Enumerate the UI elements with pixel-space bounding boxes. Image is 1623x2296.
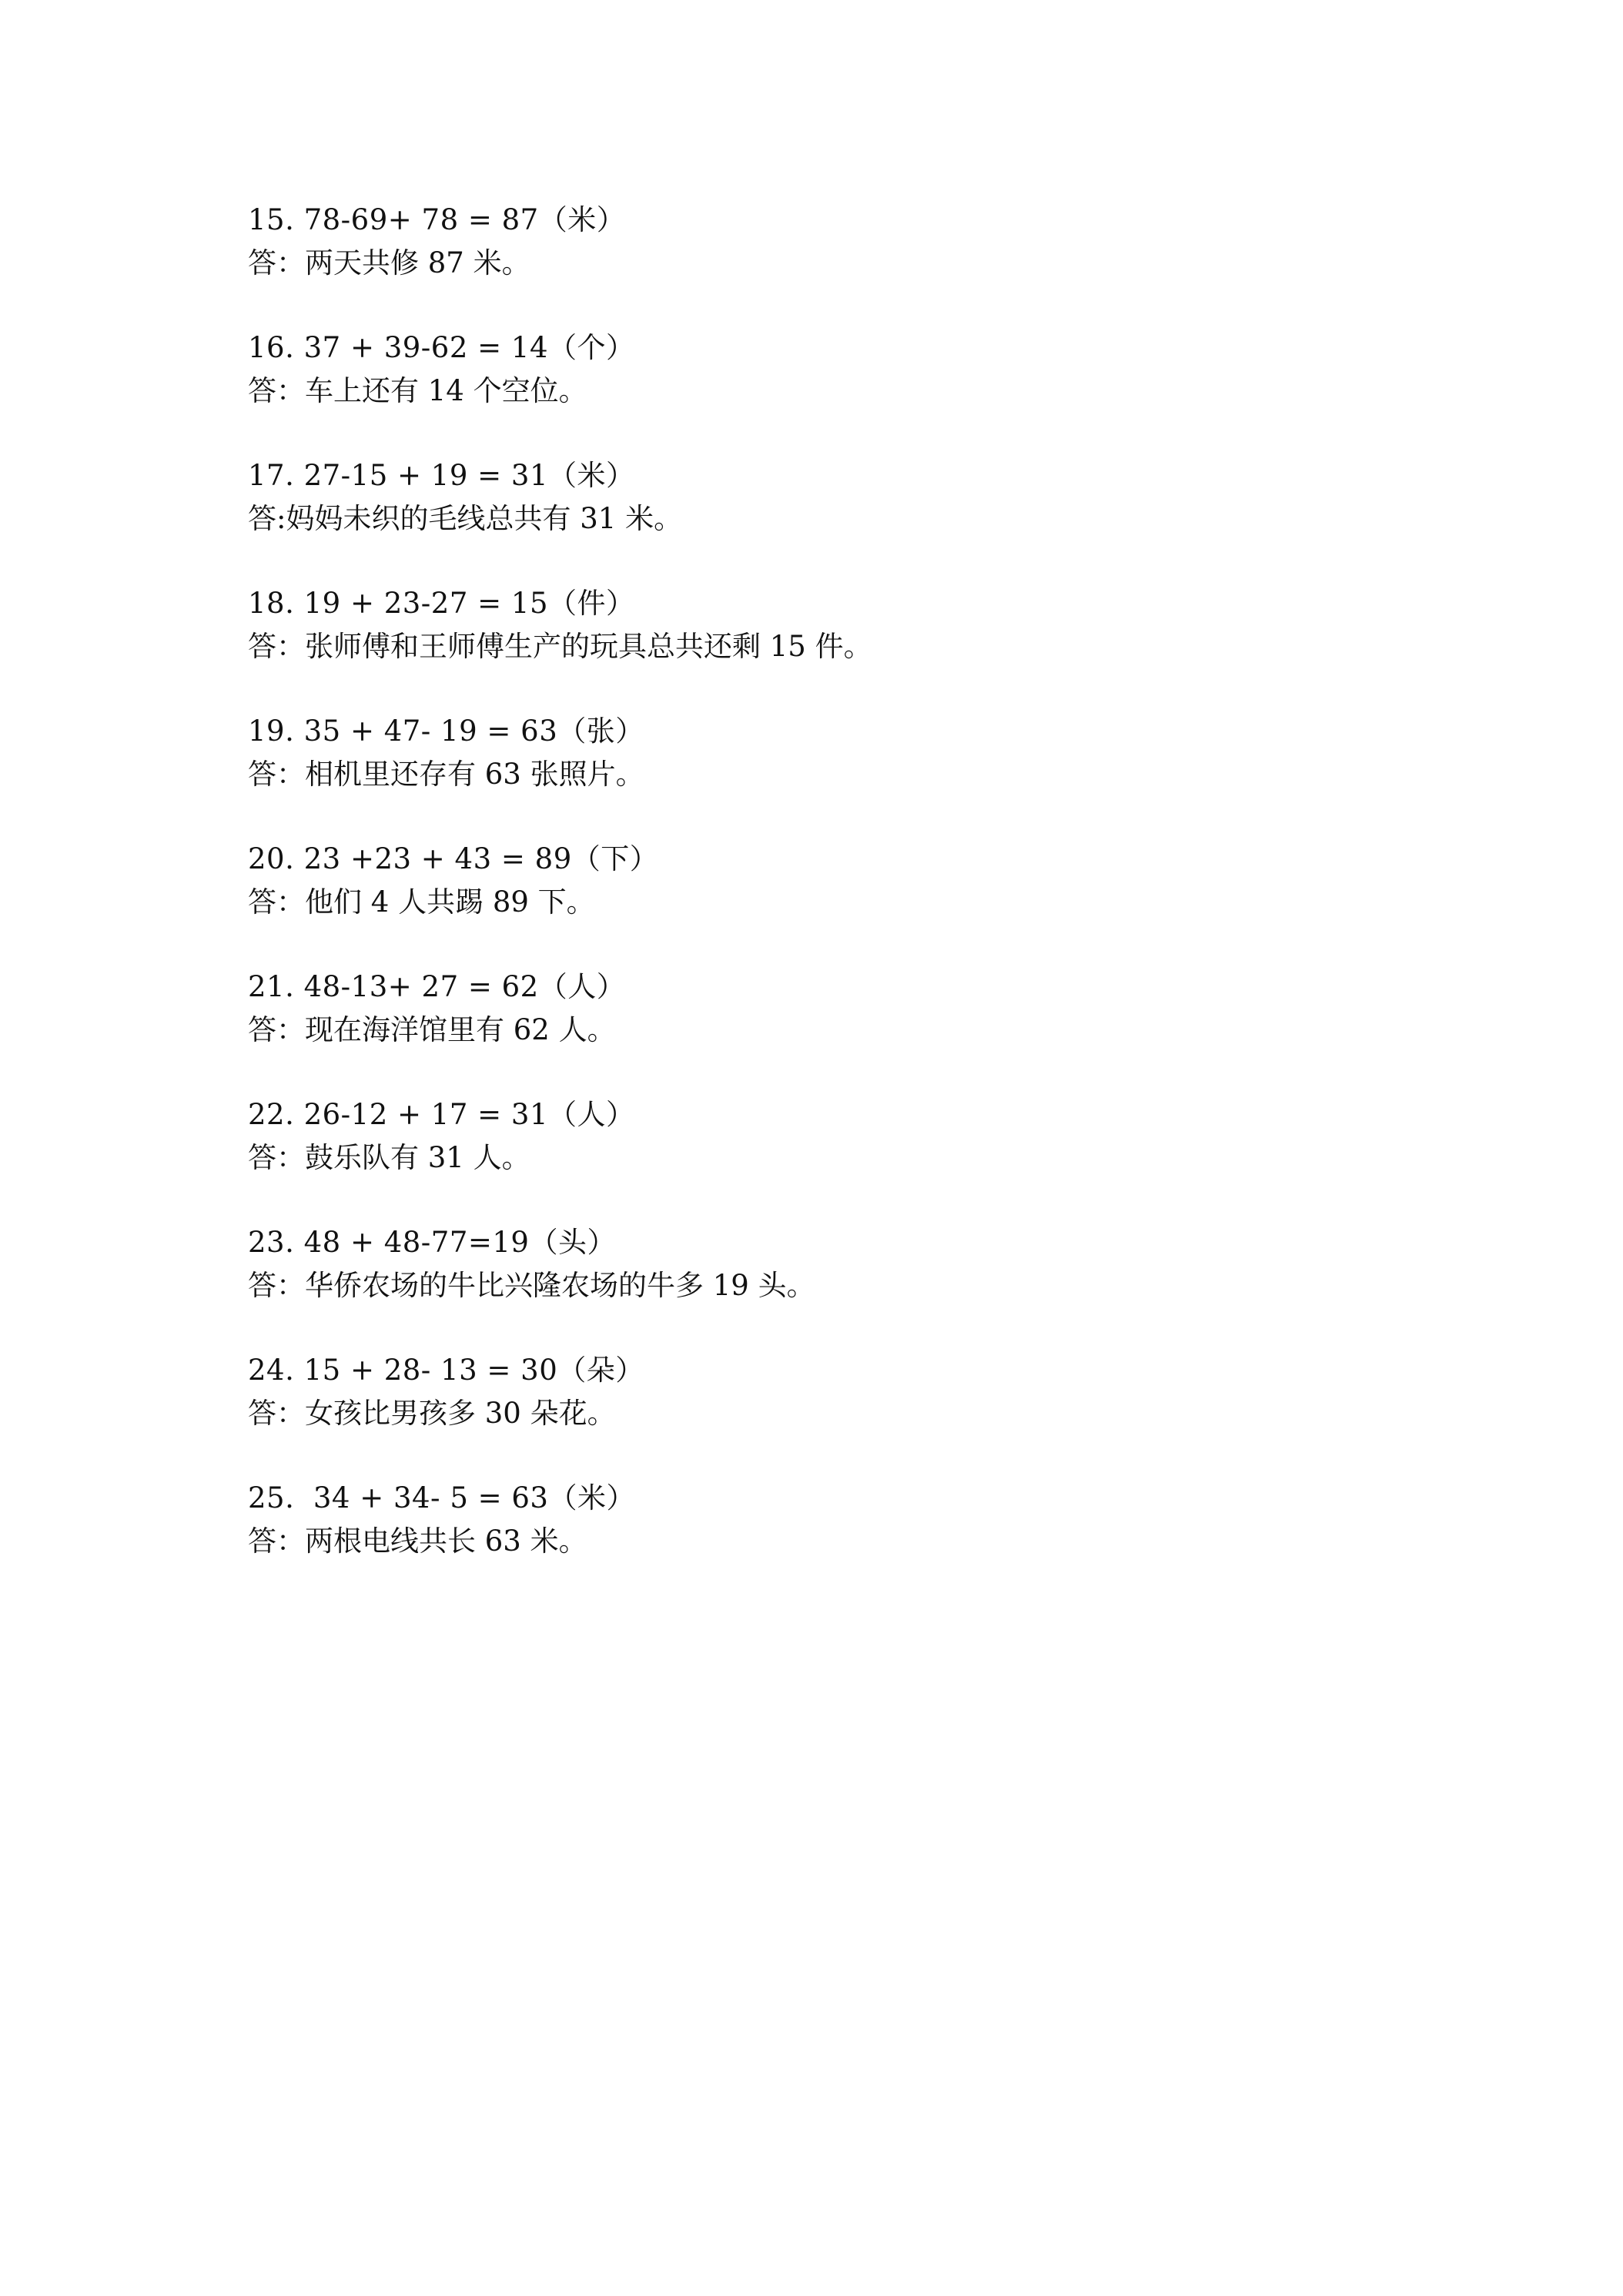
- answer-line: 答：华侨农场的牛比兴隆农场的牛多 19 头。: [248, 1269, 815, 1302]
- answer-line: 答：相机里还存有 63 张照片。: [248, 758, 644, 791]
- answer-line: 答:妈妈未织的毛线总共有 31 米。: [248, 502, 683, 535]
- equation-line: 21. 48-13+ 27 = 62（人）: [248, 970, 626, 1003]
- answer-line: 答：张师傅和王师傅生产的玩具总共还剩 15 件。: [248, 630, 872, 663]
- problem-19: [248, 710, 1557, 796]
- answer-line: 答：他们 4 人共踢 89 下。: [248, 885, 595, 919]
- equation-line: 18. 19 + 23-27 = 15（件）: [248, 587, 635, 620]
- equation-line: 15. 78-69+ 78 = 87（米）: [248, 203, 626, 236]
- problem-20: [248, 838, 1557, 924]
- answer-line: 答：鼓乐队有 31 人。: [248, 1141, 530, 1174]
- problem-23: [248, 1221, 1557, 1307]
- answer-line: 答：现在海洋馆里有 62 人。: [248, 1013, 616, 1046]
- problem-25: [248, 1477, 1557, 1563]
- problem-18: [248, 582, 1557, 668]
- answer-line: 答：两天共修 87 米。: [248, 246, 530, 279]
- problem-17: [248, 454, 1557, 541]
- problem-16: [248, 326, 1557, 413]
- equation-line: 22. 26-12 + 17 = 31（人）: [248, 1098, 635, 1131]
- equation-line: 17. 27-15 + 19 = 31（米）: [248, 459, 635, 492]
- problem-15: [248, 199, 1557, 285]
- equation-line: 19. 35 + 47- 19 = 63（张）: [248, 715, 644, 748]
- answer-line: 答：女孩比男孩多 30 朵花。: [248, 1397, 616, 1430]
- equation-line: 16. 37 + 39-62 = 14（个）: [248, 331, 635, 364]
- answer-line: 答：两根电线共长 63 米。: [248, 1525, 587, 1558]
- problem-22: [248, 1093, 1557, 1180]
- problem-21: [248, 966, 1557, 1052]
- equation-line: 23. 48 + 48-77=19（头）: [248, 1226, 616, 1259]
- equation-line: 25. 34 + 34- 5 = 63（米）: [248, 1481, 635, 1514]
- problem-24: [248, 1349, 1557, 1435]
- equation-line: 20. 23 +23 + 43 = 89（下）: [248, 842, 659, 875]
- equation-line: 24. 15 + 28- 13 = 30（朵）: [248, 1354, 644, 1387]
- answer-line: 答：车上还有 14 个空位。: [248, 374, 587, 407]
